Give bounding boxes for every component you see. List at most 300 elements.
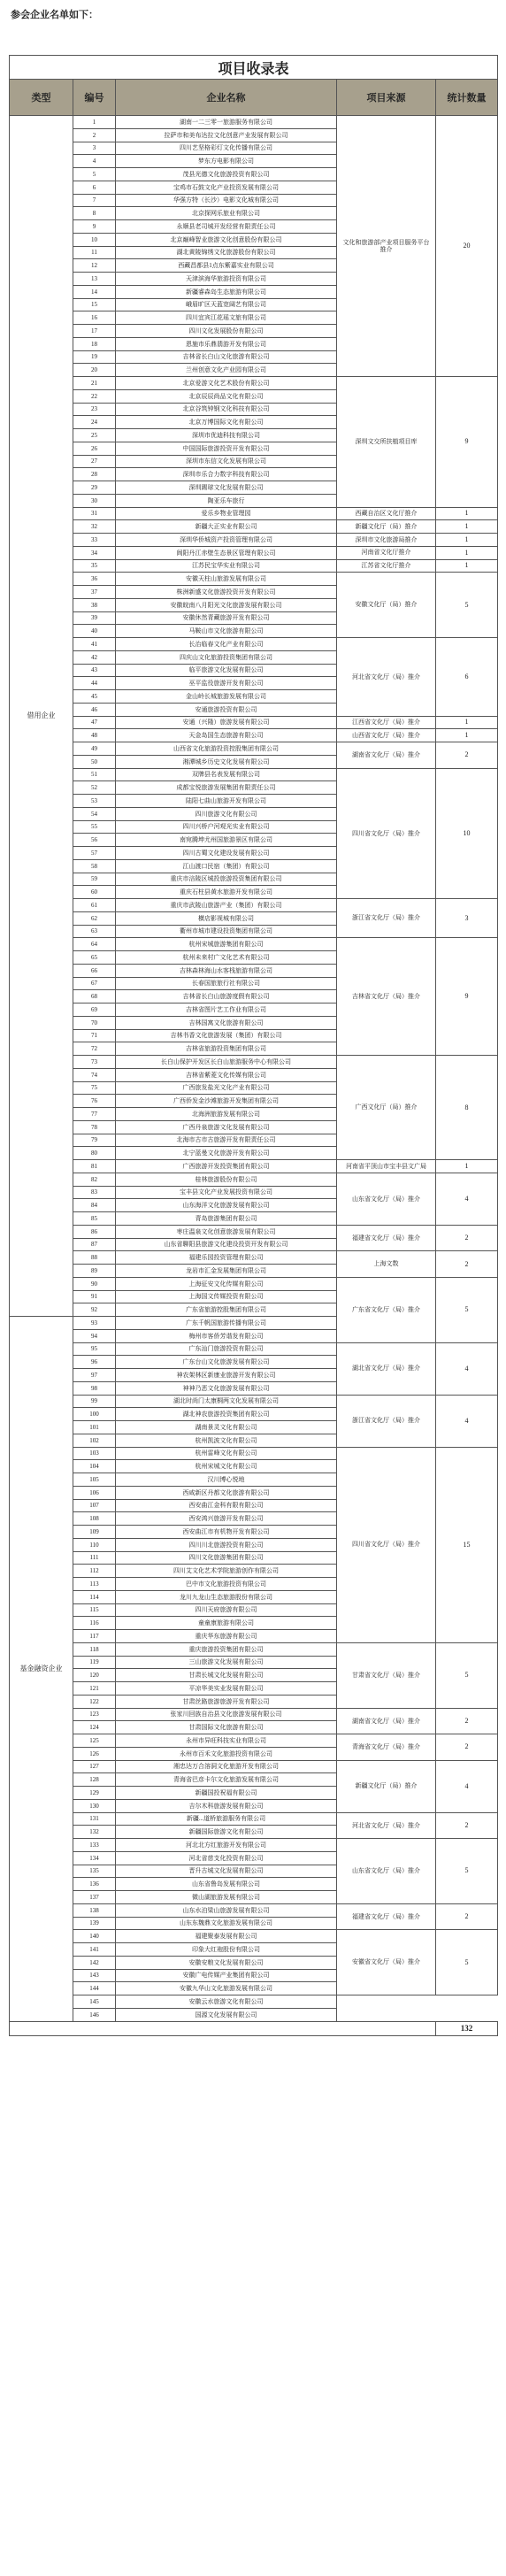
count-cell: 2 bbox=[436, 1734, 498, 1761]
count-cell: 1 bbox=[436, 534, 498, 547]
number-cell: 118 bbox=[73, 1642, 116, 1656]
company-cell: 深圳市东信文化发展有限公司 bbox=[116, 455, 337, 468]
company-cell: 恩施市乐鼎翡游开发有限公司 bbox=[116, 337, 337, 350]
count-cell: 3 bbox=[436, 899, 498, 938]
company-cell: 安徽九华山文化旅游发展有限公司 bbox=[116, 1982, 337, 1995]
company-cell: 安徽天柱山旅游发展有限公司 bbox=[116, 573, 337, 586]
count-cell: 4 bbox=[436, 1395, 498, 1447]
number-cell: 14 bbox=[73, 285, 116, 298]
company-cell: 安通（兴隆）旅游发展有限公司 bbox=[116, 716, 337, 729]
source-cell: 河南省平顶山市宝丰县文广局 bbox=[337, 1160, 436, 1173]
count-cell: 10 bbox=[436, 768, 498, 899]
count-cell: 9 bbox=[436, 938, 498, 1056]
number-cell: 9 bbox=[73, 220, 116, 234]
count-cell: 6 bbox=[436, 638, 498, 717]
number-cell: 34 bbox=[73, 546, 116, 559]
number-cell: 141 bbox=[73, 1943, 116, 1957]
number-cell: 116 bbox=[73, 1617, 116, 1630]
count-cell: 4 bbox=[436, 1173, 498, 1225]
number-cell: 35 bbox=[73, 559, 116, 573]
company-cell: 湖北神农旅游投资集团有限公司 bbox=[116, 1408, 337, 1421]
number-cell: 54 bbox=[73, 807, 116, 820]
number-cell: 145 bbox=[73, 1995, 116, 2009]
number-cell: 43 bbox=[73, 664, 116, 677]
number-cell: 33 bbox=[73, 534, 116, 547]
number-cell: 1 bbox=[73, 116, 116, 129]
company-cell: 湘潭城乡历史文化发展有限公司 bbox=[116, 755, 337, 768]
number-cell: 17 bbox=[73, 325, 116, 338]
number-cell: 100 bbox=[73, 1408, 116, 1421]
number-cell: 18 bbox=[73, 337, 116, 350]
total-count: 132 bbox=[436, 2021, 498, 2035]
number-cell: 117 bbox=[73, 1630, 116, 1643]
company-cell: 三山旅游文化发展有限公司 bbox=[116, 1656, 337, 1669]
source-cell: 四川省文化厅（局）推介 bbox=[337, 768, 436, 899]
source-cell: 深圳文交所扶植项目库 bbox=[337, 377, 436, 508]
company-cell: 重庆石柱县黄水旅游开发有限公司 bbox=[116, 886, 337, 899]
number-cell: 80 bbox=[73, 1147, 116, 1160]
company-cell: 广东台山文化旅游发展有限公司 bbox=[116, 1356, 337, 1369]
number-cell: 69 bbox=[73, 1003, 116, 1017]
company-cell: 福建聚泰发展有限公司 bbox=[116, 1930, 337, 1943]
table-row bbox=[10, 638, 498, 651]
number-cell: 94 bbox=[73, 1329, 116, 1342]
company-cell: 北京爱游文化艺术股份有限公司 bbox=[116, 377, 337, 390]
source-cell: 河北省文化厅（局）推介 bbox=[337, 638, 436, 717]
number-cell: 71 bbox=[73, 1029, 116, 1042]
category-cell: 基金融资企业 bbox=[10, 1317, 73, 2022]
number-cell: 40 bbox=[73, 625, 116, 638]
source-cell: 湖南省文化厅（局）推介 bbox=[337, 742, 436, 769]
table-row bbox=[10, 729, 498, 742]
number-cell: 8 bbox=[73, 207, 116, 220]
number-cell: 144 bbox=[73, 1982, 116, 1995]
source-cell: 浙江省文化厅（局）推介 bbox=[337, 899, 436, 938]
company-cell: 湖南景灵文化有限公司 bbox=[116, 1421, 337, 1434]
number-cell: 75 bbox=[73, 1081, 116, 1095]
count-cell: 1 bbox=[436, 559, 498, 573]
category-cell: 借用企业 bbox=[10, 116, 73, 1317]
source-cell: 江苏省文化厅推介 bbox=[337, 559, 436, 573]
count-cell: 2 bbox=[436, 1251, 498, 1278]
number-cell: 67 bbox=[73, 977, 116, 990]
company-cell: 四川宜宾江花瑶文旅有限公司 bbox=[116, 311, 337, 325]
table-row bbox=[10, 1342, 498, 1356]
company-cell: 湖北黄陵锦绣文化旅游股份有限公司 bbox=[116, 246, 337, 259]
company-cell: 四庆山文化旅游投资集团有限公司 bbox=[116, 650, 337, 664]
company-cell: 深圳华侨城资产投资管理有限公司 bbox=[116, 534, 337, 547]
company-cell: 梅州市客侨芳谐发有限公司 bbox=[116, 1329, 337, 1342]
company-cell: 国源文化发展有限公司 bbox=[116, 2008, 337, 2021]
source-cell: 山东省文化厅（局）推介 bbox=[337, 1839, 436, 1904]
company-cell: 西藏昌都县1点东紫嘉实业有限公司 bbox=[116, 259, 337, 273]
number-cell: 120 bbox=[73, 1669, 116, 1682]
source-cell: 山西省文化厅（局）推介 bbox=[337, 729, 436, 742]
table-row bbox=[10, 938, 498, 951]
number-cell: 83 bbox=[73, 1186, 116, 1199]
number-cell: 84 bbox=[73, 1199, 116, 1212]
company-cell: 湘忠达万合溶洞文化旅游开发有限公司 bbox=[116, 1760, 337, 1773]
number-cell: 68 bbox=[73, 990, 116, 1003]
company-cell: 宝丰县文化产业发展投资有限公司 bbox=[116, 1186, 337, 1199]
count-cell: 5 bbox=[436, 1642, 498, 1708]
company-cell: 印象大红袍股份有限公司 bbox=[116, 1943, 337, 1957]
company-cell: 四川古蜀文化建设发展有限公司 bbox=[116, 847, 337, 860]
number-cell: 6 bbox=[73, 181, 116, 194]
number-cell: 79 bbox=[73, 1134, 116, 1147]
source-cell: 上海文数 bbox=[337, 1251, 436, 1278]
company-cell: 峨眉旷区天蓝宽阔艺有限公司 bbox=[116, 298, 337, 311]
count-cell: 4 bbox=[436, 1342, 498, 1395]
company-cell: 杭州宋城文化有限公司 bbox=[116, 1460, 337, 1473]
company-cell: 重庆市涪陵区城投旅游投资集团有限公司 bbox=[116, 873, 337, 886]
number-cell: 42 bbox=[73, 650, 116, 664]
company-cell: 山东省聊阳县旅游文化建设投资开发有限公司 bbox=[116, 1238, 337, 1251]
table-body bbox=[10, 116, 498, 2022]
count-cell: 20 bbox=[436, 116, 498, 377]
table-row bbox=[10, 1903, 498, 1917]
intro-text: 参会企业名单如下： bbox=[11, 10, 98, 20]
number-cell: 133 bbox=[73, 1839, 116, 1852]
company-cell: 山东海洋文化旅游发展有限公司 bbox=[116, 1199, 337, 1212]
company-cell: 重庆市武陵山旅游产业（集团）有限公司 bbox=[116, 899, 337, 912]
number-cell: 97 bbox=[73, 1369, 116, 1382]
company-cell: 吉林书香文化旅游发展（集团）有限公司 bbox=[116, 1029, 337, 1042]
number-cell: 44 bbox=[73, 677, 116, 690]
number-cell: 63 bbox=[73, 925, 116, 938]
number-cell: 89 bbox=[73, 1265, 116, 1278]
company-cell: 广西旅发盐光文化产业有限公司 bbox=[116, 1081, 337, 1095]
number-cell: 57 bbox=[73, 847, 116, 860]
count-cell: 2 bbox=[436, 1225, 498, 1251]
company-cell: 安徽休然青藏旅游开发有限公司 bbox=[116, 611, 337, 625]
company-cell: 吉尔木科旅游发展有限公司 bbox=[116, 1799, 337, 1812]
company-cell: 广西侨发金沙滩旅游开发集团有限公司 bbox=[116, 1095, 337, 1108]
source-cell: 西藏自治区文化厅推介 bbox=[337, 507, 436, 520]
company-cell: 童童康旅游有限公司 bbox=[116, 1617, 337, 1630]
source-cell: 四川省文化厅（局）推介 bbox=[337, 1447, 436, 1642]
company-cell: 马鞍山市文化旅游有限公司 bbox=[116, 625, 337, 638]
source-cell: 福建省文化厅（局）推介 bbox=[337, 1903, 436, 1930]
number-cell: 105 bbox=[73, 1473, 116, 1487]
count-cell: 5 bbox=[436, 1930, 498, 1995]
table-row bbox=[10, 1277, 498, 1290]
header-category: 类型 bbox=[10, 80, 73, 116]
source-cell: 福建省文化厅（局）推介 bbox=[337, 1225, 436, 1251]
number-cell: 26 bbox=[73, 442, 116, 455]
company-cell: 临平旅游文化发展有限公司 bbox=[116, 664, 337, 677]
number-cell: 132 bbox=[73, 1826, 116, 1839]
company-cell: 株洲新盛文化旅游投资开发有限公司 bbox=[116, 586, 337, 599]
company-cell: 永州市异旺科技实业有限公司 bbox=[116, 1734, 337, 1748]
number-cell: 142 bbox=[73, 1956, 116, 1969]
number-cell: 87 bbox=[73, 1238, 116, 1251]
number-cell: 106 bbox=[73, 1486, 116, 1499]
source-cell: 河北省文化厅（局）推介 bbox=[337, 1812, 436, 1839]
number-cell: 25 bbox=[73, 429, 116, 442]
company-cell: 西安鸿兴旅游开发有限公司 bbox=[116, 1512, 337, 1526]
company-cell: 梦东方电影有限公司 bbox=[116, 155, 337, 168]
table-row bbox=[10, 1447, 498, 1460]
company-cell: 吉林省紫菱文化传媒有限公司 bbox=[116, 1068, 337, 1081]
company-cell: 重庆华东旅游有限公司 bbox=[116, 1630, 337, 1643]
number-cell: 65 bbox=[73, 951, 116, 965]
table-row bbox=[10, 716, 498, 729]
number-cell: 138 bbox=[73, 1903, 116, 1917]
table-row bbox=[10, 1056, 498, 1069]
number-cell: 46 bbox=[73, 703, 116, 716]
company-cell: 吉林森林海山水客栈旅游有限公司 bbox=[116, 964, 337, 977]
company-cell: 福建乐园投资管理有限公司 bbox=[116, 1251, 337, 1265]
company-cell: 广西旅游开发投资集团有限公司 bbox=[116, 1160, 337, 1173]
table-row bbox=[10, 1812, 498, 1826]
table-row bbox=[10, 2008, 498, 2021]
company-cell: 拉萨市和美布达拉文化创意产业发展有限公司 bbox=[116, 128, 337, 142]
source-cell: 文化和旅游部产业项目服务平台推介 bbox=[337, 116, 436, 377]
number-cell: 7 bbox=[73, 194, 116, 207]
company-cell: 甘肃长城文化发展有限公司 bbox=[116, 1669, 337, 1682]
number-cell: 15 bbox=[73, 298, 116, 311]
number-cell: 134 bbox=[73, 1851, 116, 1865]
source-cell: 青海省文化厅（局）推介 bbox=[337, 1734, 436, 1761]
number-cell: 2 bbox=[73, 128, 116, 142]
company-cell: 宝鸡市石鼓文化产业投资发展有限公司 bbox=[116, 181, 337, 194]
company-cell: 安徽安粮文化发展有限公司 bbox=[116, 1956, 337, 1969]
number-cell: 121 bbox=[73, 1682, 116, 1696]
number-cell: 11 bbox=[73, 246, 116, 259]
number-cell: 111 bbox=[73, 1551, 116, 1565]
count-cell: 2 bbox=[436, 1708, 498, 1734]
source-cell: 河南省文化厅推介 bbox=[337, 546, 436, 559]
number-cell: 140 bbox=[73, 1930, 116, 1943]
number-cell: 62 bbox=[73, 911, 116, 925]
number-cell: 88 bbox=[73, 1251, 116, 1265]
number-cell: 103 bbox=[73, 1447, 116, 1460]
source-cell: 甘肃省文化厅（局）推介 bbox=[337, 1642, 436, 1708]
number-cell: 21 bbox=[73, 377, 116, 390]
company-cell: 安徽皖南八月阳光文化旅游发展有限公司 bbox=[116, 598, 337, 611]
company-cell: 重庆旅游投资集团有限公司 bbox=[116, 1642, 337, 1656]
number-cell: 48 bbox=[73, 729, 116, 742]
company-cell: 甘肃丝路旅游旅游开发有限公司 bbox=[116, 1695, 337, 1708]
number-cell: 76 bbox=[73, 1095, 116, 1108]
table-row bbox=[10, 1225, 498, 1238]
number-cell: 3 bbox=[73, 142, 116, 155]
number-cell: 66 bbox=[73, 964, 116, 977]
header-company: 企业名称 bbox=[116, 80, 337, 116]
count-cell: 5 bbox=[436, 1277, 498, 1342]
company-cell: 中国国际旅游投资开发有限公司 bbox=[116, 442, 337, 455]
company-cell: 青岛旅游集团有限公司 bbox=[116, 1212, 337, 1226]
company-cell: 安通旅游投资有限公司 bbox=[116, 703, 337, 716]
source-cell: 安徽省文化厅（局）推介 bbox=[337, 1930, 436, 1995]
company-cell: 四川艺坚格彩灯文化传播有限公司 bbox=[116, 142, 337, 155]
company-cell: 四川文化旅游集团有限公司 bbox=[116, 1551, 337, 1565]
table-row bbox=[10, 546, 498, 559]
number-cell: 96 bbox=[73, 1356, 116, 1369]
number-cell: 128 bbox=[73, 1773, 116, 1787]
company-cell: 山东水泊梁山旅游发展有限公司 bbox=[116, 1903, 337, 1917]
count-cell: 1 bbox=[436, 729, 498, 742]
number-cell: 41 bbox=[73, 638, 116, 651]
number-cell: 135 bbox=[73, 1865, 116, 1878]
count-cell: 1 bbox=[436, 716, 498, 729]
company-cell: 微山湖旅游发展有限公司 bbox=[116, 1891, 337, 1904]
number-cell: 29 bbox=[73, 481, 116, 495]
number-cell: 20 bbox=[73, 364, 116, 377]
number-cell: 82 bbox=[73, 1173, 116, 1186]
company-cell: 新疆国际旅游文化有限公司 bbox=[116, 1826, 337, 1839]
table-title: 项目收录表 bbox=[10, 56, 498, 80]
number-cell: 12 bbox=[73, 259, 116, 273]
number-cell: 125 bbox=[73, 1734, 116, 1748]
company-cell: 山东东魏鼎文化旅游发展有限公司 bbox=[116, 1917, 337, 1930]
company-cell: 北京谷筑钟钢文化科技有限公司 bbox=[116, 403, 337, 416]
header-count: 统计数量 bbox=[436, 80, 498, 116]
number-cell: 113 bbox=[73, 1578, 116, 1591]
company-cell: 龙岩市汇金发展集团有限公司 bbox=[116, 1265, 337, 1278]
number-cell: 30 bbox=[73, 494, 116, 507]
number-cell: 23 bbox=[73, 403, 116, 416]
number-cell: 4 bbox=[73, 155, 116, 168]
number-cell: 70 bbox=[73, 1016, 116, 1029]
total-label-cell bbox=[10, 2021, 436, 2035]
company-cell: 金山岭长城旅游发展有限公司 bbox=[116, 690, 337, 704]
company-cell: 吉林国寓文化旅游有限公司 bbox=[116, 1016, 337, 1029]
number-cell: 127 bbox=[73, 1760, 116, 1773]
company-cell: 北海洲旅游发展有限公司 bbox=[116, 1108, 337, 1121]
table-row bbox=[10, 899, 498, 912]
company-cell: 西安曲江金科有限有限公司 bbox=[116, 1499, 337, 1512]
number-cell: 39 bbox=[73, 611, 116, 625]
number-cell: 50 bbox=[73, 755, 116, 768]
company-cell: 神神乃恶文化旅游发展有限公司 bbox=[116, 1381, 337, 1395]
number-cell: 51 bbox=[73, 768, 116, 781]
table-row bbox=[10, 1760, 498, 1773]
company-cell: 吉林省图片艺工作业有限公司 bbox=[116, 1003, 337, 1017]
company-cell: 深圳踢球文化发展有限公司 bbox=[116, 481, 337, 495]
number-cell: 129 bbox=[73, 1787, 116, 1800]
company-cell: 龙川九龙山生态旅游股份有限公司 bbox=[116, 1590, 337, 1603]
count-cell: 1 bbox=[436, 1160, 498, 1173]
company-cell: 杭州未来村广文化艺术有限公司 bbox=[116, 951, 337, 965]
company-cell: 深圳市优迪科技有限公司 bbox=[116, 429, 337, 442]
count-cell: 1 bbox=[436, 507, 498, 520]
number-cell: 115 bbox=[73, 1603, 116, 1617]
company-cell: 广东千帆国旅游传播有限公司 bbox=[116, 1317, 337, 1330]
company-cell: 青海省巴彦卡尔文化旅游发展有限公司 bbox=[116, 1773, 337, 1787]
table-row bbox=[10, 559, 498, 573]
number-cell: 124 bbox=[73, 1721, 116, 1734]
header-source: 项目来源 bbox=[337, 80, 436, 116]
source-cell: 安徽文化厅（局）推介 bbox=[337, 573, 436, 638]
number-cell: 32 bbox=[73, 520, 116, 534]
company-cell: 山东省鲁岛发展有限公司 bbox=[116, 1878, 337, 1891]
source-cell: 广东省文化厅（局）推介 bbox=[337, 1277, 436, 1342]
company-cell: 汉川博心悦地 bbox=[116, 1473, 337, 1487]
company-cell: 四川文化发展股份有限公司 bbox=[116, 325, 337, 338]
number-cell: 72 bbox=[73, 1042, 116, 1056]
company-cell: 吉林省旅游投资集团有限公司 bbox=[116, 1042, 337, 1056]
count-cell: 15 bbox=[436, 1447, 498, 1642]
company-cell: 兰州创意文化产业园有限公司 bbox=[116, 364, 337, 377]
source-cell: 浙江省文化厅（局）推介 bbox=[337, 1395, 436, 1447]
company-cell: 长治临春文化产业有限公司 bbox=[116, 638, 337, 651]
company-cell: 江苏民宝华实业有限公司 bbox=[116, 559, 337, 573]
count-cell: 5 bbox=[436, 1839, 498, 1904]
number-cell: 61 bbox=[73, 899, 116, 912]
company-cell: 晋升古城文化发展有限公司 bbox=[116, 1865, 337, 1878]
number-cell: 91 bbox=[73, 1290, 116, 1303]
number-cell: 109 bbox=[73, 1526, 116, 1539]
table-row bbox=[10, 1930, 498, 1943]
number-cell: 10 bbox=[73, 233, 116, 246]
number-cell: 104 bbox=[73, 1460, 116, 1473]
company-cell: 吉林省长白山文化旅游有限公司 bbox=[116, 350, 337, 364]
source-cell: 山东省文化厅（局）推介 bbox=[337, 1173, 436, 1225]
company-cell: 天金岛国生态旅游有限公司 bbox=[116, 729, 337, 742]
company-cell: 四川天府旅游有限公司 bbox=[116, 1603, 337, 1617]
company-cell: 杭州宋城旅游集团有限公司 bbox=[116, 938, 337, 951]
table-row bbox=[10, 116, 498, 129]
source-cell: 广西文化厅（局）推介 bbox=[337, 1056, 436, 1160]
count-cell: 2 bbox=[436, 742, 498, 769]
company-cell: 新疆大正实业有限公司 bbox=[116, 520, 337, 534]
number-cell: 73 bbox=[73, 1056, 116, 1069]
company-cell: 双牌县名表发展有限公司 bbox=[116, 768, 337, 781]
company-cell: 神农架林区新康业旅游开发有限公司 bbox=[116, 1369, 337, 1382]
number-cell: 56 bbox=[73, 834, 116, 847]
company-cell: 横店影视城有限公司 bbox=[116, 911, 337, 925]
company-cell: 北京辰辰尚品文化有限公司 bbox=[116, 389, 337, 403]
number-cell: 93 bbox=[73, 1317, 116, 1330]
company-cell: 北海市古市古旅游开发有限责任公司 bbox=[116, 1134, 337, 1147]
table-row bbox=[10, 1642, 498, 1656]
number-cell: 102 bbox=[73, 1434, 116, 1447]
header-number: 编号 bbox=[73, 80, 116, 116]
number-cell: 107 bbox=[73, 1499, 116, 1512]
company-cell: 新疆睿森岛生态旅游有限公司 bbox=[116, 285, 337, 298]
company-cell: 安徽广电传媒产业集团有限公司 bbox=[116, 1969, 337, 1982]
company-cell: 山西省文化旅游投资控股集团有限公司 bbox=[116, 742, 337, 756]
number-cell: 131 bbox=[73, 1812, 116, 1826]
company-cell: 巴中市文化旅游投资有限公司 bbox=[116, 1578, 337, 1591]
number-cell: 24 bbox=[73, 416, 116, 429]
number-cell: 53 bbox=[73, 795, 116, 808]
table-row bbox=[10, 1839, 498, 1852]
number-cell: 59 bbox=[73, 873, 116, 886]
number-cell: 119 bbox=[73, 1656, 116, 1669]
number-cell: 16 bbox=[73, 311, 116, 325]
number-cell: 136 bbox=[73, 1878, 116, 1891]
company-cell: 永州市百禾文化旅游投资有限公司 bbox=[116, 1747, 337, 1760]
table-row bbox=[10, 768, 498, 781]
company-cell: 巫平监役旅游开发有限公司 bbox=[116, 677, 337, 690]
source-cell: 新疆文化厅（局）推介 bbox=[337, 520, 436, 534]
company-cell: 四川艾文化艺术学院旅游创作有限公司 bbox=[116, 1565, 337, 1578]
number-cell: 123 bbox=[73, 1708, 116, 1721]
table-row bbox=[10, 1160, 498, 1173]
number-cell: 64 bbox=[73, 938, 116, 951]
number-cell: 85 bbox=[73, 1212, 116, 1226]
company-cell: 永顺县老司城开发经营有限责任公司 bbox=[116, 220, 337, 234]
number-cell: 101 bbox=[73, 1421, 116, 1434]
company-cell: 江山渡口民宿（集团）有限公司 bbox=[116, 859, 337, 873]
number-cell: 49 bbox=[73, 742, 116, 756]
number-cell: 74 bbox=[73, 1068, 116, 1081]
number-cell: 86 bbox=[73, 1225, 116, 1238]
company-cell: 深圳市乐合力数字科技有限公司 bbox=[116, 468, 337, 481]
